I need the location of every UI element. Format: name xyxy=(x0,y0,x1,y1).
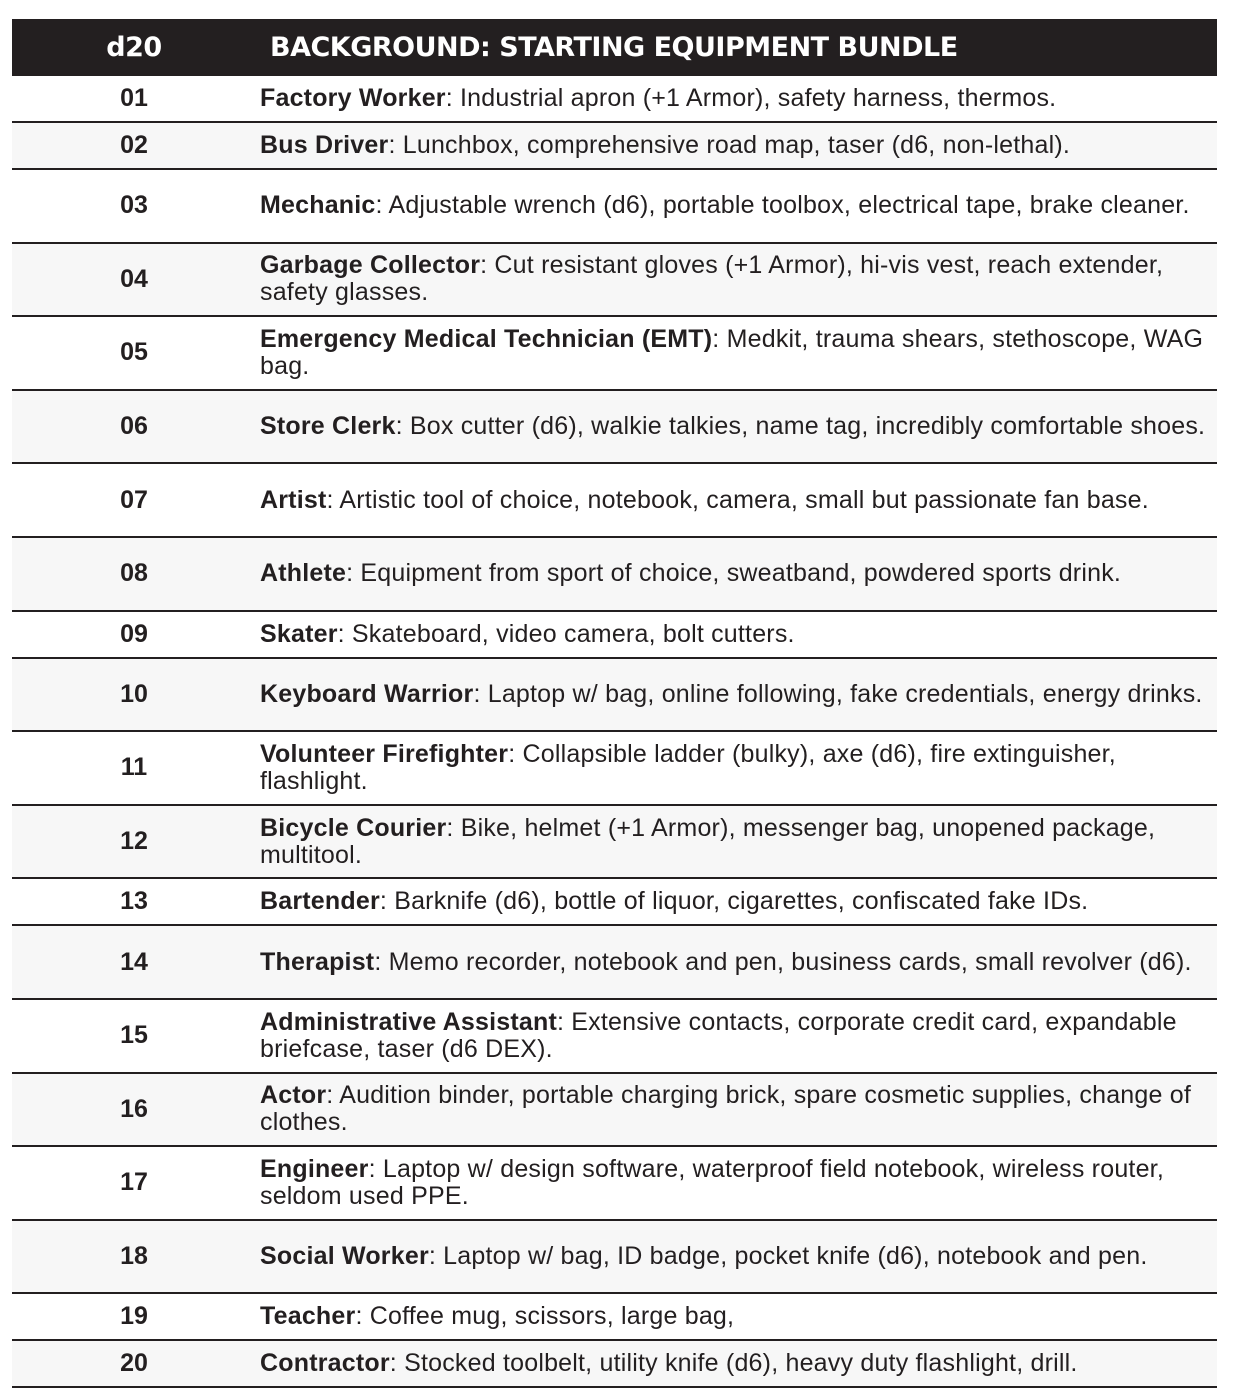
table-row xyxy=(12,170,1217,244)
roll-number: 11 xyxy=(120,753,148,782)
table-header xyxy=(12,19,1217,76)
roll-number: 13 xyxy=(120,887,148,916)
table-row xyxy=(12,464,1217,538)
roll-number: 14 xyxy=(120,947,148,976)
roll-number: 10 xyxy=(120,679,148,708)
table-row xyxy=(12,1294,1217,1341)
roll-number: 04 xyxy=(120,264,148,293)
row-description xyxy=(256,1243,1217,1270)
row-description xyxy=(256,85,1217,112)
table-row xyxy=(12,244,1217,318)
table-row xyxy=(12,1341,1217,1388)
background-name: Bicycle Courier xyxy=(260,813,447,842)
table-row xyxy=(12,926,1217,1000)
roll-number: 06 xyxy=(120,412,148,441)
background-name: Bartender xyxy=(260,887,380,916)
equipment-list: : Cut resistant gloves (+1 Armor), hi-vis vest, reach extender, safety glasses. xyxy=(260,251,1164,307)
roll-number: 07 xyxy=(120,485,148,514)
row-description xyxy=(256,681,1217,708)
table-row xyxy=(12,1000,1217,1074)
background-name: Artist xyxy=(260,485,327,514)
table-row xyxy=(12,391,1217,465)
row-description xyxy=(256,1156,1217,1210)
row-description xyxy=(256,741,1217,795)
row-description xyxy=(256,192,1217,219)
roll-number: 15 xyxy=(120,1021,148,1050)
row-description xyxy=(256,1303,1217,1330)
roll-number: 12 xyxy=(120,827,148,856)
equipment-list: : Lunchbox, comprehensive road map, taser (d6, non-lethal). xyxy=(388,131,1071,159)
row-description xyxy=(256,949,1217,976)
table-row xyxy=(12,879,1217,926)
table-row xyxy=(12,1147,1217,1221)
equipment-list: : Industrial apron (+1 Armor), safety harness, thermos. xyxy=(445,84,1057,112)
equipment-list: : Bike, helmet (+1 Armor), messenger bag, unopened package, multitool. xyxy=(260,813,1156,869)
row-description xyxy=(256,487,1217,514)
roll-number: 03 xyxy=(120,191,148,220)
roll-number: 08 xyxy=(120,559,148,588)
equipment-list: : Laptop w/ design software, waterproof field notebook, wireless router, seldom used PPE. xyxy=(260,1154,1164,1210)
equipment-list: : Audition binder, portable charging brick, spare cosmetic supplies, change of clothes. xyxy=(260,1081,1192,1137)
row-description xyxy=(256,326,1217,380)
table-row xyxy=(12,806,1217,880)
roll-number: 01 xyxy=(120,84,148,112)
die-column-header: d20 xyxy=(106,32,162,63)
table-title: BACKGROUND: STARTING EQUIPMENT BUNDLE xyxy=(270,32,958,63)
table-row xyxy=(12,732,1217,806)
background-name: Teacher xyxy=(260,1302,356,1331)
background-name: Keyboard Warrior xyxy=(260,679,474,708)
background-name: Bus Driver xyxy=(260,131,389,159)
table-row xyxy=(12,1074,1217,1148)
equipment-list: : Laptop w/ bag, ID badge, pocket knife (d6), notebook and pen. xyxy=(428,1242,1148,1271)
background-name: Garbage Collector xyxy=(260,251,481,280)
table-row xyxy=(12,538,1217,612)
row-description xyxy=(256,621,1217,648)
table-row xyxy=(12,317,1217,391)
equipment-list: : Equipment from sport of choice, sweatband, powdered sports drink. xyxy=(346,559,1122,588)
roll-number: 02 xyxy=(120,131,148,159)
background-name: Social Worker xyxy=(260,1242,429,1271)
roll-number: 18 xyxy=(120,1242,148,1271)
background-name: Store Clerk xyxy=(260,412,396,441)
row-description xyxy=(256,1009,1217,1063)
table-row xyxy=(12,659,1217,733)
roll-number: 19 xyxy=(120,1302,148,1331)
background-name: Skater xyxy=(260,619,338,648)
table-row xyxy=(12,76,1217,123)
equipment-list: : Medkit, trauma shears, stethoscope, WAG bag. xyxy=(260,324,1204,380)
row-description xyxy=(256,1350,1217,1377)
row-description xyxy=(256,815,1217,869)
equipment-list: : Adjustable wrench (d6), portable toolbox, electrical tape, brake cleaner. xyxy=(375,191,1190,220)
equipment-list: : Coffee mug, scissors, large bag, xyxy=(355,1302,735,1331)
equipment-table xyxy=(12,19,1217,1388)
row-description xyxy=(256,560,1217,587)
background-name: Emergency Medical Technician (EMT) xyxy=(260,324,713,353)
table-row xyxy=(12,612,1217,659)
roll-number: 16 xyxy=(120,1094,148,1123)
equipment-list: : Collapsible ladder (bulky), axe (d6), fire extinguisher, flashlight. xyxy=(260,739,1116,795)
row-description xyxy=(256,132,1217,159)
row-description xyxy=(256,413,1217,440)
equipment-list: : Skateboard, video camera, bolt cutters. xyxy=(337,619,795,648)
equipment-list: : Extensive contacts, corporate credit card, expandable briefcase, taser (d6 DEX). xyxy=(260,1007,1177,1063)
background-name: Athlete xyxy=(260,559,347,588)
table-row xyxy=(12,1221,1217,1295)
background-name: Administrative Assistant xyxy=(260,1007,558,1036)
roll-number: 05 xyxy=(120,338,148,367)
background-name: Therapist xyxy=(260,947,375,976)
row-description xyxy=(256,888,1217,915)
equipment-list: : Artistic tool of choice, notebook, camera, small but passionate fan base. xyxy=(326,485,1149,514)
roll-number: 20 xyxy=(120,1349,148,1378)
background-name: Engineer xyxy=(260,1154,369,1183)
table-row xyxy=(12,123,1217,170)
background-name: Factory Worker xyxy=(260,84,446,112)
row-description xyxy=(256,1082,1217,1136)
equipment-list: : Box cutter (d6), walkie talkies, name tag, incredibly comfortable shoes. xyxy=(395,412,1206,441)
equipment-list: : Stocked toolbelt, utility knife (d6), heavy duty flashlight, drill. xyxy=(389,1349,1078,1378)
roll-number: 09 xyxy=(120,619,148,648)
equipment-list: : Barknife (d6), bottle of liquor, cigarettes, confiscated fake IDs. xyxy=(379,887,1089,916)
roll-number: 17 xyxy=(120,1168,148,1197)
background-name: Volunteer Firefighter xyxy=(260,739,509,768)
equipment-list: : Laptop w/ bag, online following, fake credentials, energy drinks. xyxy=(473,679,1203,708)
background-name: Mechanic xyxy=(260,191,376,220)
equipment-list: : Memo recorder, notebook and pen, business cards, small revolver (d6). xyxy=(374,947,1192,976)
background-name: Contractor xyxy=(260,1349,390,1378)
background-name: Actor xyxy=(260,1081,327,1110)
row-description xyxy=(256,252,1217,306)
